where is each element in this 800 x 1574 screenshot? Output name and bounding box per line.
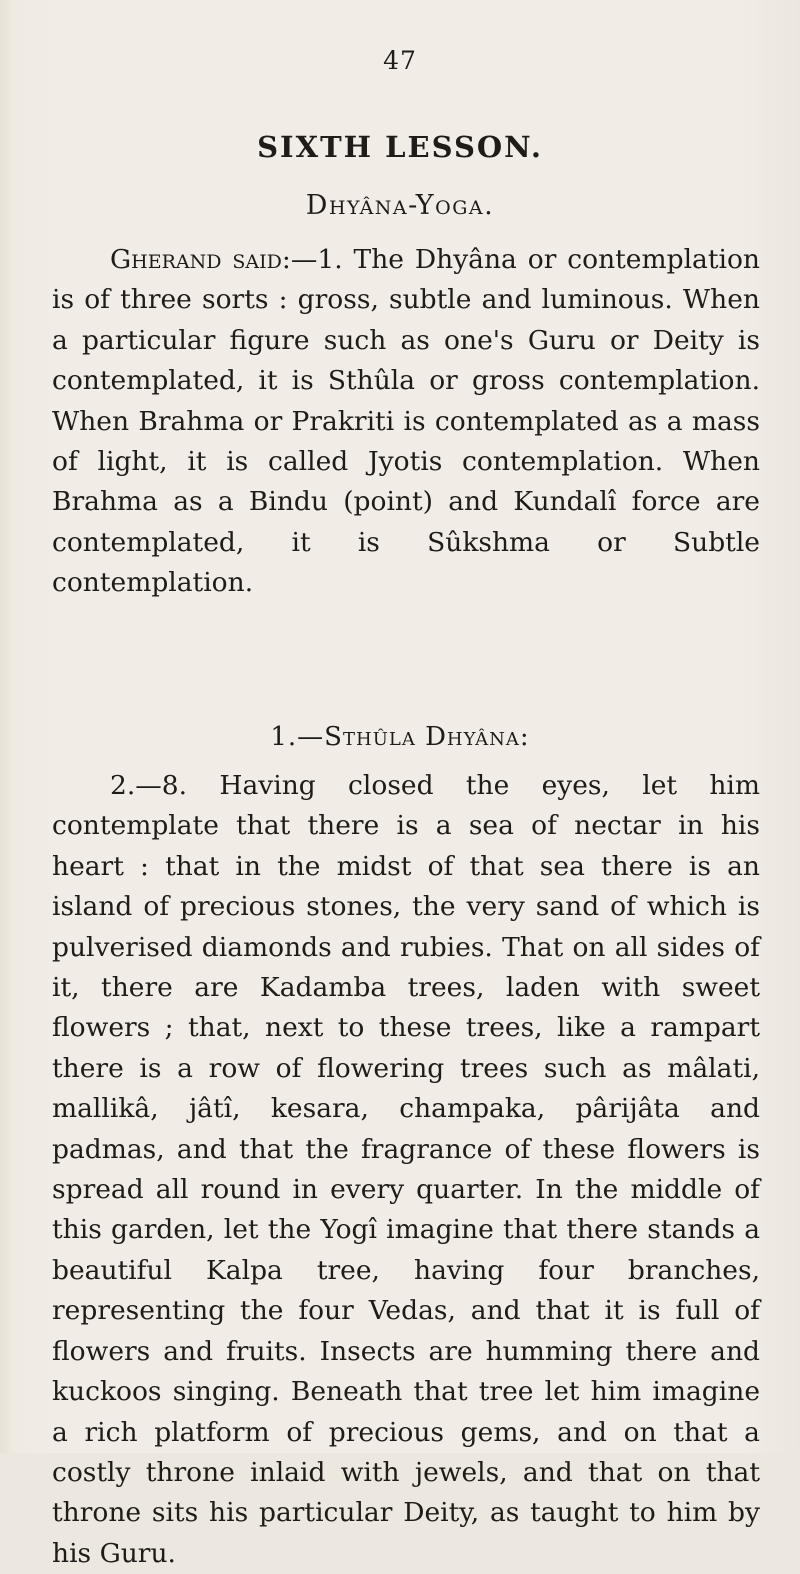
section-paragraph: 2.—8. Having closed the eyes, let him contemplate that there is a sea of nectar in his heart : that in the midst of that sea there is an island of precious stones, the very sand of which is pulverised diamonds and rubies. That on all sides of it, there are Kadamba trees, laden with sweet flowers ; that, next to these trees, like a rampart there is a row of flowering trees such as mâlati, mallikâ, jâtî, kesara, champaka, pârijâta and padmas, and that the fragrance of these flowers is spread all round in every quarter. In the middle of this garden, let the Yogî imagine that there stands a beautiful Kalpa tree, having four branches, representing the four Vedas, and that it is full of flowers and fruits. Insects are humming there and kuckoos singing. Beneath that tree let him imagine a rich platform of precious gems, and on that a costly throne inlaid with jewels, and that on that throne sits his particular Deity, as taught to him by his Guru. xyxy=(52,770,760,1569)
speaker-label: Gherand said: xyxy=(110,244,291,275)
intro-paragraph xyxy=(52,240,760,604)
lesson-subject: Dhyâna-Yoga. xyxy=(305,190,495,221)
page-number: 47 xyxy=(383,46,417,75)
intro-text: —1. The Dhyâna or contemplation is of three sorts : gross, subtle and luminous. When a particular figure such as one's Guru or Deity is contemplated, it is Sthûla or gross contemplation. When Brahma or Prakriti is contemplated as a mass of light, it is called Jyotis contemplation. When Brahma as a Bindu (point) and Kundalî force are contemplated, it is Sûkshma or Subtle contemplation. xyxy=(52,244,760,599)
section-heading: 1.—Sthûla Dhyâna: xyxy=(270,722,530,752)
lesson-title: SIXTH LESSON. xyxy=(257,130,543,164)
